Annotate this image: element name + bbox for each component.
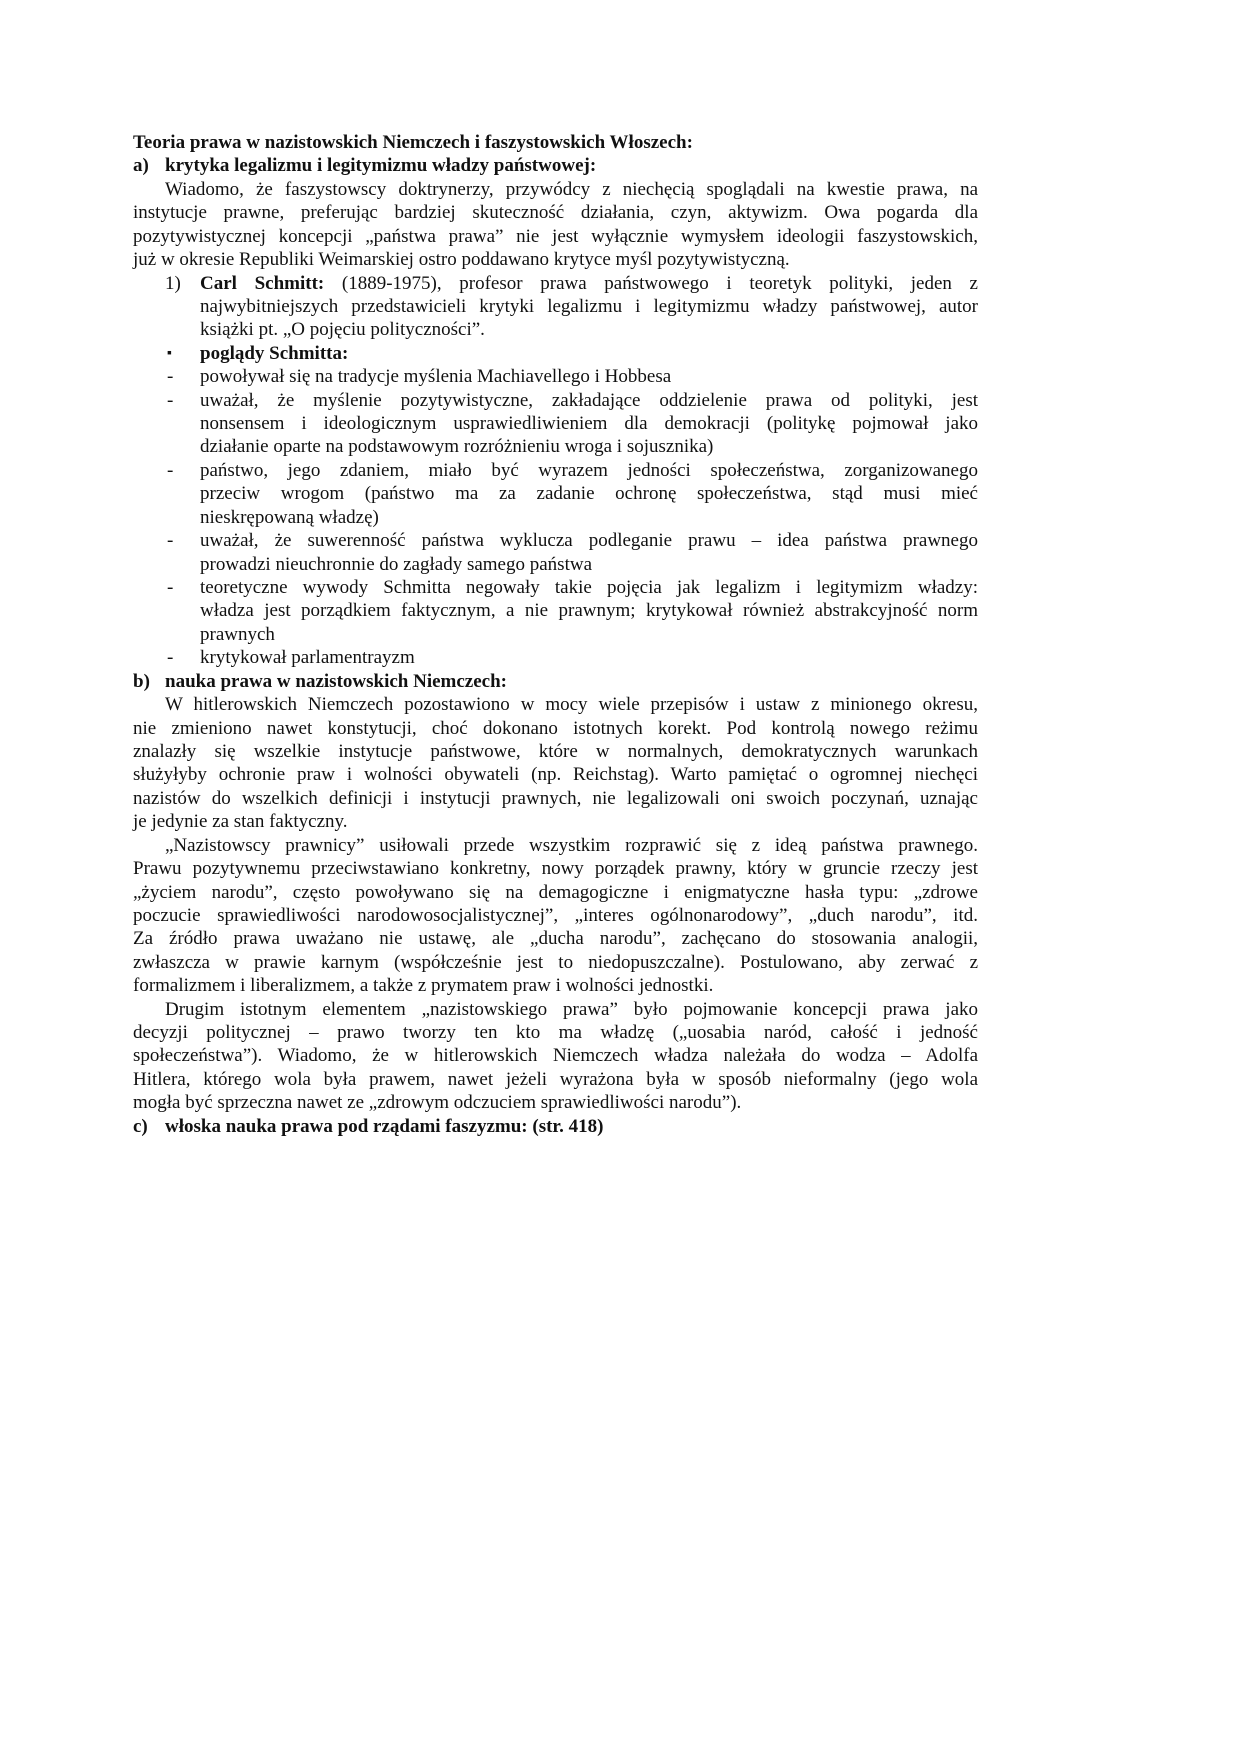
text-line xyxy=(133,178,978,201)
line-text: przeciw wrogom (państwo ma za zadanie ochronę społeczeństwa, stąd musi mieć xyxy=(200,483,978,505)
line-text: nazistów do wszelkich definicji i instytucji prawnych, nie legalizowali oni swoich poczynań, uznając xyxy=(133,787,978,809)
text-line xyxy=(133,553,978,576)
text-line xyxy=(133,482,978,505)
text-line xyxy=(133,623,978,646)
line-text: formalizmem i liberalizmem, a także z prymatem praw i wolności jednostki. xyxy=(133,975,714,997)
list-marker: - xyxy=(167,389,174,411)
line-text: Prawu pozytywnemu przeciwstawiano konkretny, nowy porządek prawny, który w gruncie rzeczy jest xyxy=(133,858,978,880)
text-line xyxy=(133,646,978,669)
text-line xyxy=(133,1044,978,1067)
text-line xyxy=(133,389,978,412)
list-marker: c) xyxy=(133,1115,148,1137)
text-line xyxy=(133,365,978,388)
paragraph xyxy=(133,693,978,834)
list-marker: - xyxy=(167,647,174,669)
numbered-item xyxy=(133,272,978,342)
dash-item xyxy=(133,576,978,646)
line-text: nauka prawa w nazistowskich Niemczech: xyxy=(165,670,507,692)
line-text: państwo, jego zdaniem, miało być wyrazem jedności społeczeństwa, zorganizowanego xyxy=(200,459,978,481)
text-line xyxy=(133,787,978,810)
document-page xyxy=(133,131,978,1138)
line-text: Za źródło prawa uważano nie ustawę, ale „ducha narodu”, zachęcano do stosowania analogii, xyxy=(133,928,978,950)
text-line xyxy=(133,318,978,341)
line-text: pozytywistycznej koncepcji „państwa prawa” nie jest wyłącznie wymysłem ideologii faszystowskich, xyxy=(133,225,978,247)
person-name: Carl Schmitt: xyxy=(200,272,325,294)
line-text: mogła być sprzeczna nawet ze „zdrowym odczuciem sprawiedliwości narodu”). xyxy=(133,1092,742,1114)
line-text: powoływał się na tradycje myślenia Machiavellego i Hobbesa xyxy=(200,366,672,388)
text-line xyxy=(133,1068,978,1091)
text-line xyxy=(133,974,978,997)
line-text: znalazły się wszelkie instytucje państwowe, które w normalnych, demokratycznych warunkach xyxy=(133,740,978,762)
text-line xyxy=(133,412,978,435)
text-line xyxy=(133,295,978,318)
line-text: działanie oparte na podstawowym rozróżnieniu wroga i sojusznika) xyxy=(200,436,714,458)
line-text: służyłyby ochronie praw i wolności obywateli (np. Reichstag). Warto pamiętać o ogromnej niechęci xyxy=(133,764,978,786)
text-line xyxy=(133,435,978,458)
text-line xyxy=(133,670,978,693)
line-text: instytucje prawne, preferując bardziej skuteczność działania, czyn, aktywizm. Owa pogarda dla xyxy=(133,202,978,224)
text-line xyxy=(133,201,978,224)
line-text: już w okresie Republiki Weimarskiej ostro poddawano krytyce myśl pozytywistyczną. xyxy=(133,249,790,271)
list-marker: - xyxy=(167,459,174,481)
text-line xyxy=(133,951,978,974)
text-line xyxy=(133,763,978,786)
text-line xyxy=(133,529,978,552)
text-line xyxy=(133,599,978,622)
bullet-icon: ▪ xyxy=(167,345,172,361)
text-line xyxy=(133,248,978,271)
text-line xyxy=(133,693,978,716)
line-text: je jedynie za stan faktyczny. xyxy=(133,811,348,833)
line-text: W hitlerowskich Niemczech pozostawiono w mocy wiele przepisów i ustaw z minionego okresu, xyxy=(165,694,978,716)
line-text: krytykował parlamentrayzm xyxy=(200,647,415,669)
text-line xyxy=(133,998,978,1021)
line-text: „Nazistowscy prawnicy” usiłowali przede wszystkim rozprawić się z ideą państwa prawnego. xyxy=(165,834,978,856)
text-line xyxy=(133,342,978,365)
list-marker: - xyxy=(167,530,174,552)
line-text: krytyka legalizmu i legitymizmu władzy państwowej: xyxy=(165,155,597,177)
text-line xyxy=(133,225,978,248)
text-line xyxy=(133,904,978,927)
text-line xyxy=(133,927,978,950)
line-text: książki pt. „O pojęciu polityczności”. xyxy=(200,319,485,341)
text-line xyxy=(133,272,978,295)
line-text: Wiadomo, że faszystowscy doktrynerzy, przywódcy z niechęcią spoglądali na kwestie prawa, na xyxy=(165,178,978,200)
line-text: władza jest porządkiem faktycznym, a nie prawnym; krytykował również abstrakcyjność norm xyxy=(200,600,978,622)
line-text: włoska nauka prawa pod rządami faszyzmu: (str. 418) xyxy=(165,1115,604,1137)
list-marker: - xyxy=(167,577,174,599)
line-text: prowadzi nieuchronnie do zagłady samego państwa xyxy=(200,553,593,575)
line-text: Hitlera, którego wola była prawem, nawet jeżeli wyrażona była w sposób nieformalny (jego wola xyxy=(133,1068,978,1090)
line-text xyxy=(200,272,978,295)
text-line xyxy=(133,857,978,880)
line-text: społeczeństwa”). Wiadomo, że w hitlerowskich Niemczech władza należała do wodza – Adolfa xyxy=(133,1045,978,1067)
line-text: Drugim istotnym elementem „nazistowskiego prawa” było pojmowanie koncepcji prawa jako xyxy=(165,998,978,1020)
list-marker: - xyxy=(167,366,174,388)
text-line xyxy=(133,1021,978,1044)
line-text-rest: (1889-1975), profesor prawa państwowego i teoretyk polityki, jeden z xyxy=(324,272,978,294)
text-line xyxy=(133,834,978,857)
text-line xyxy=(133,576,978,599)
dash-item xyxy=(133,459,978,529)
list-marker: 1) xyxy=(165,272,181,294)
dash-item xyxy=(133,529,978,576)
section-item xyxy=(133,1115,978,1138)
text-line xyxy=(133,459,978,482)
paragraph xyxy=(133,178,978,272)
paragraph xyxy=(133,998,978,1115)
line-text: decyzji politycznej – prawo tworzy ten kto ma władzę („uosabia naród, całość i jedność xyxy=(133,1022,978,1044)
section-item xyxy=(133,670,978,693)
title-item xyxy=(133,131,978,154)
line-text: uważał, że suwerenność państwa wyklucza podleganie prawu – idea państwa prawnego xyxy=(200,530,978,552)
line-text: nieskrępowaną władzę) xyxy=(200,506,379,528)
text-line xyxy=(133,881,978,904)
dash-item xyxy=(133,646,978,669)
text-line xyxy=(133,1091,978,1114)
text-line xyxy=(133,810,978,833)
dash-item xyxy=(133,389,978,459)
text-line xyxy=(133,131,978,154)
line-text: prawnych xyxy=(200,623,275,645)
dash-item xyxy=(133,365,978,388)
bullet-item xyxy=(133,342,978,365)
paragraph xyxy=(133,834,978,998)
line-text: teoretyczne wywody Schmitta negowały takie pojęcia jak legalizm i legitymizm władzy: xyxy=(200,577,978,599)
text-line xyxy=(133,717,978,740)
line-text: najwybitniejszych przedstawicieli krytyki legalizmu i legitymizmu władzy państwowej, autor xyxy=(200,295,978,317)
section-item xyxy=(133,154,978,177)
document-title: Teoria prawa w nazistowskich Niemczech i faszystowskich Włoszech: xyxy=(133,132,693,153)
text-line xyxy=(133,1115,978,1138)
text-line xyxy=(133,154,978,177)
line-text: „życiem narodu”, często powoływano się na demagogiczne i enigmatyczne hasła typu: „zdrowe xyxy=(133,881,978,903)
line-text: poglądy Schmitta: xyxy=(200,342,349,364)
list-marker: a) xyxy=(133,155,149,177)
text-line xyxy=(133,506,978,529)
line-text: uważał, że myślenie pozytywistyczne, zakładające oddzielenie prawa od polityki, jest xyxy=(200,389,978,411)
text-line xyxy=(133,740,978,763)
line-text: nie zmieniono nawet konstytucji, choć dokonano istotnych korekt. Pod kontrolą nowego reżimu xyxy=(133,717,978,739)
line-text: zwłaszcza w prawie karnym (współcześnie jest to niedopuszczalne). Postulowano, aby zerwać z xyxy=(133,951,978,973)
list-marker: b) xyxy=(133,670,150,692)
line-text: poczucie sprawiedliwości narodowosocjalistycznej”, „interes ogólnonarodowy”, „duch narodu”, itd. xyxy=(133,904,978,926)
line-text: nonsensem i ideologicznym usprawiedliwieniem dla demokracji (politykę pojmował jako xyxy=(200,413,978,435)
